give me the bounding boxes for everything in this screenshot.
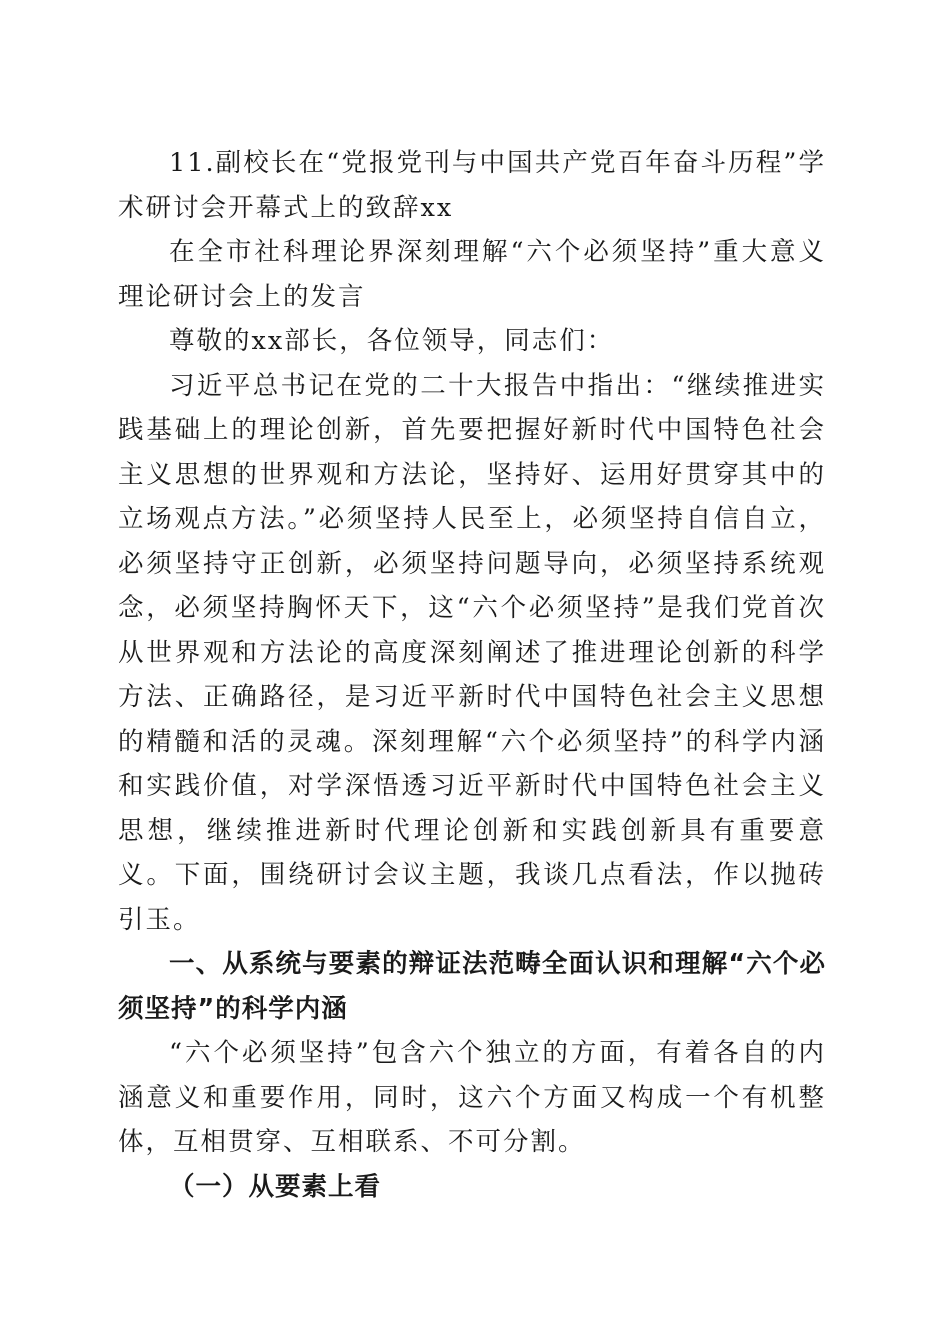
section-heading-1: 一、从系统与要素的辩证法范畴全面认识和理解“六个必须坚持”的科学内涵 (118, 949, 826, 1024)
body-paragraph-1: 习近平总书记在党的二十大报告中指出：“继续推进实践基础上的理论创新，首先要把握好新时代中国特色社会主义思想的世界观和方法论，坚持好、运用好贯穿其中的立场观点方法。”必须坚持人民至上，必须坚持自信自立，必须坚持守正创新，必须坚持问题导向，必须坚持系统观念，必须坚持胸怀天下，这“六个必须坚持”是我们党首次从世界观和方法论的高度深刻阐述了推进理论创新的科学方法、正确路径，是习近平新时代中国特色社会主义思想的精髓和活的灵魂。深刻理解“六个必须坚持”的科学内涵和实践价值，对学深悟透习近平新时代中国特色社会主义思想，继续推进新时代理论创新和实践创新具有重要意义。下面，围绕研讨会议主题，我谈几点看法，作以抛砖引玉。 (118, 370, 826, 935)
title-line: 11.副校长在“党报党刊与中国共产党百年奋斗历程”学术研讨会开幕式上的致辞xx (118, 148, 826, 223)
document-body (118, 141, 826, 1209)
salutation: 尊敬的xx部长，各位领导，同志们： (169, 326, 615, 356)
subsection-heading-1: （一）从要素上看 (169, 1171, 382, 1202)
subtitle-line: 在全市社科理论界深刻理解“六个必须坚持”重大意义理论研讨会上的发言 (118, 237, 826, 312)
body-paragraph-2: “六个必须坚持”包含六个独立的方面，有着各自的内涵意义和重要作用，同时，这六个方面又构成一个有机整体，互相贯穿、互相联系、不可分割。 (118, 1038, 826, 1157)
